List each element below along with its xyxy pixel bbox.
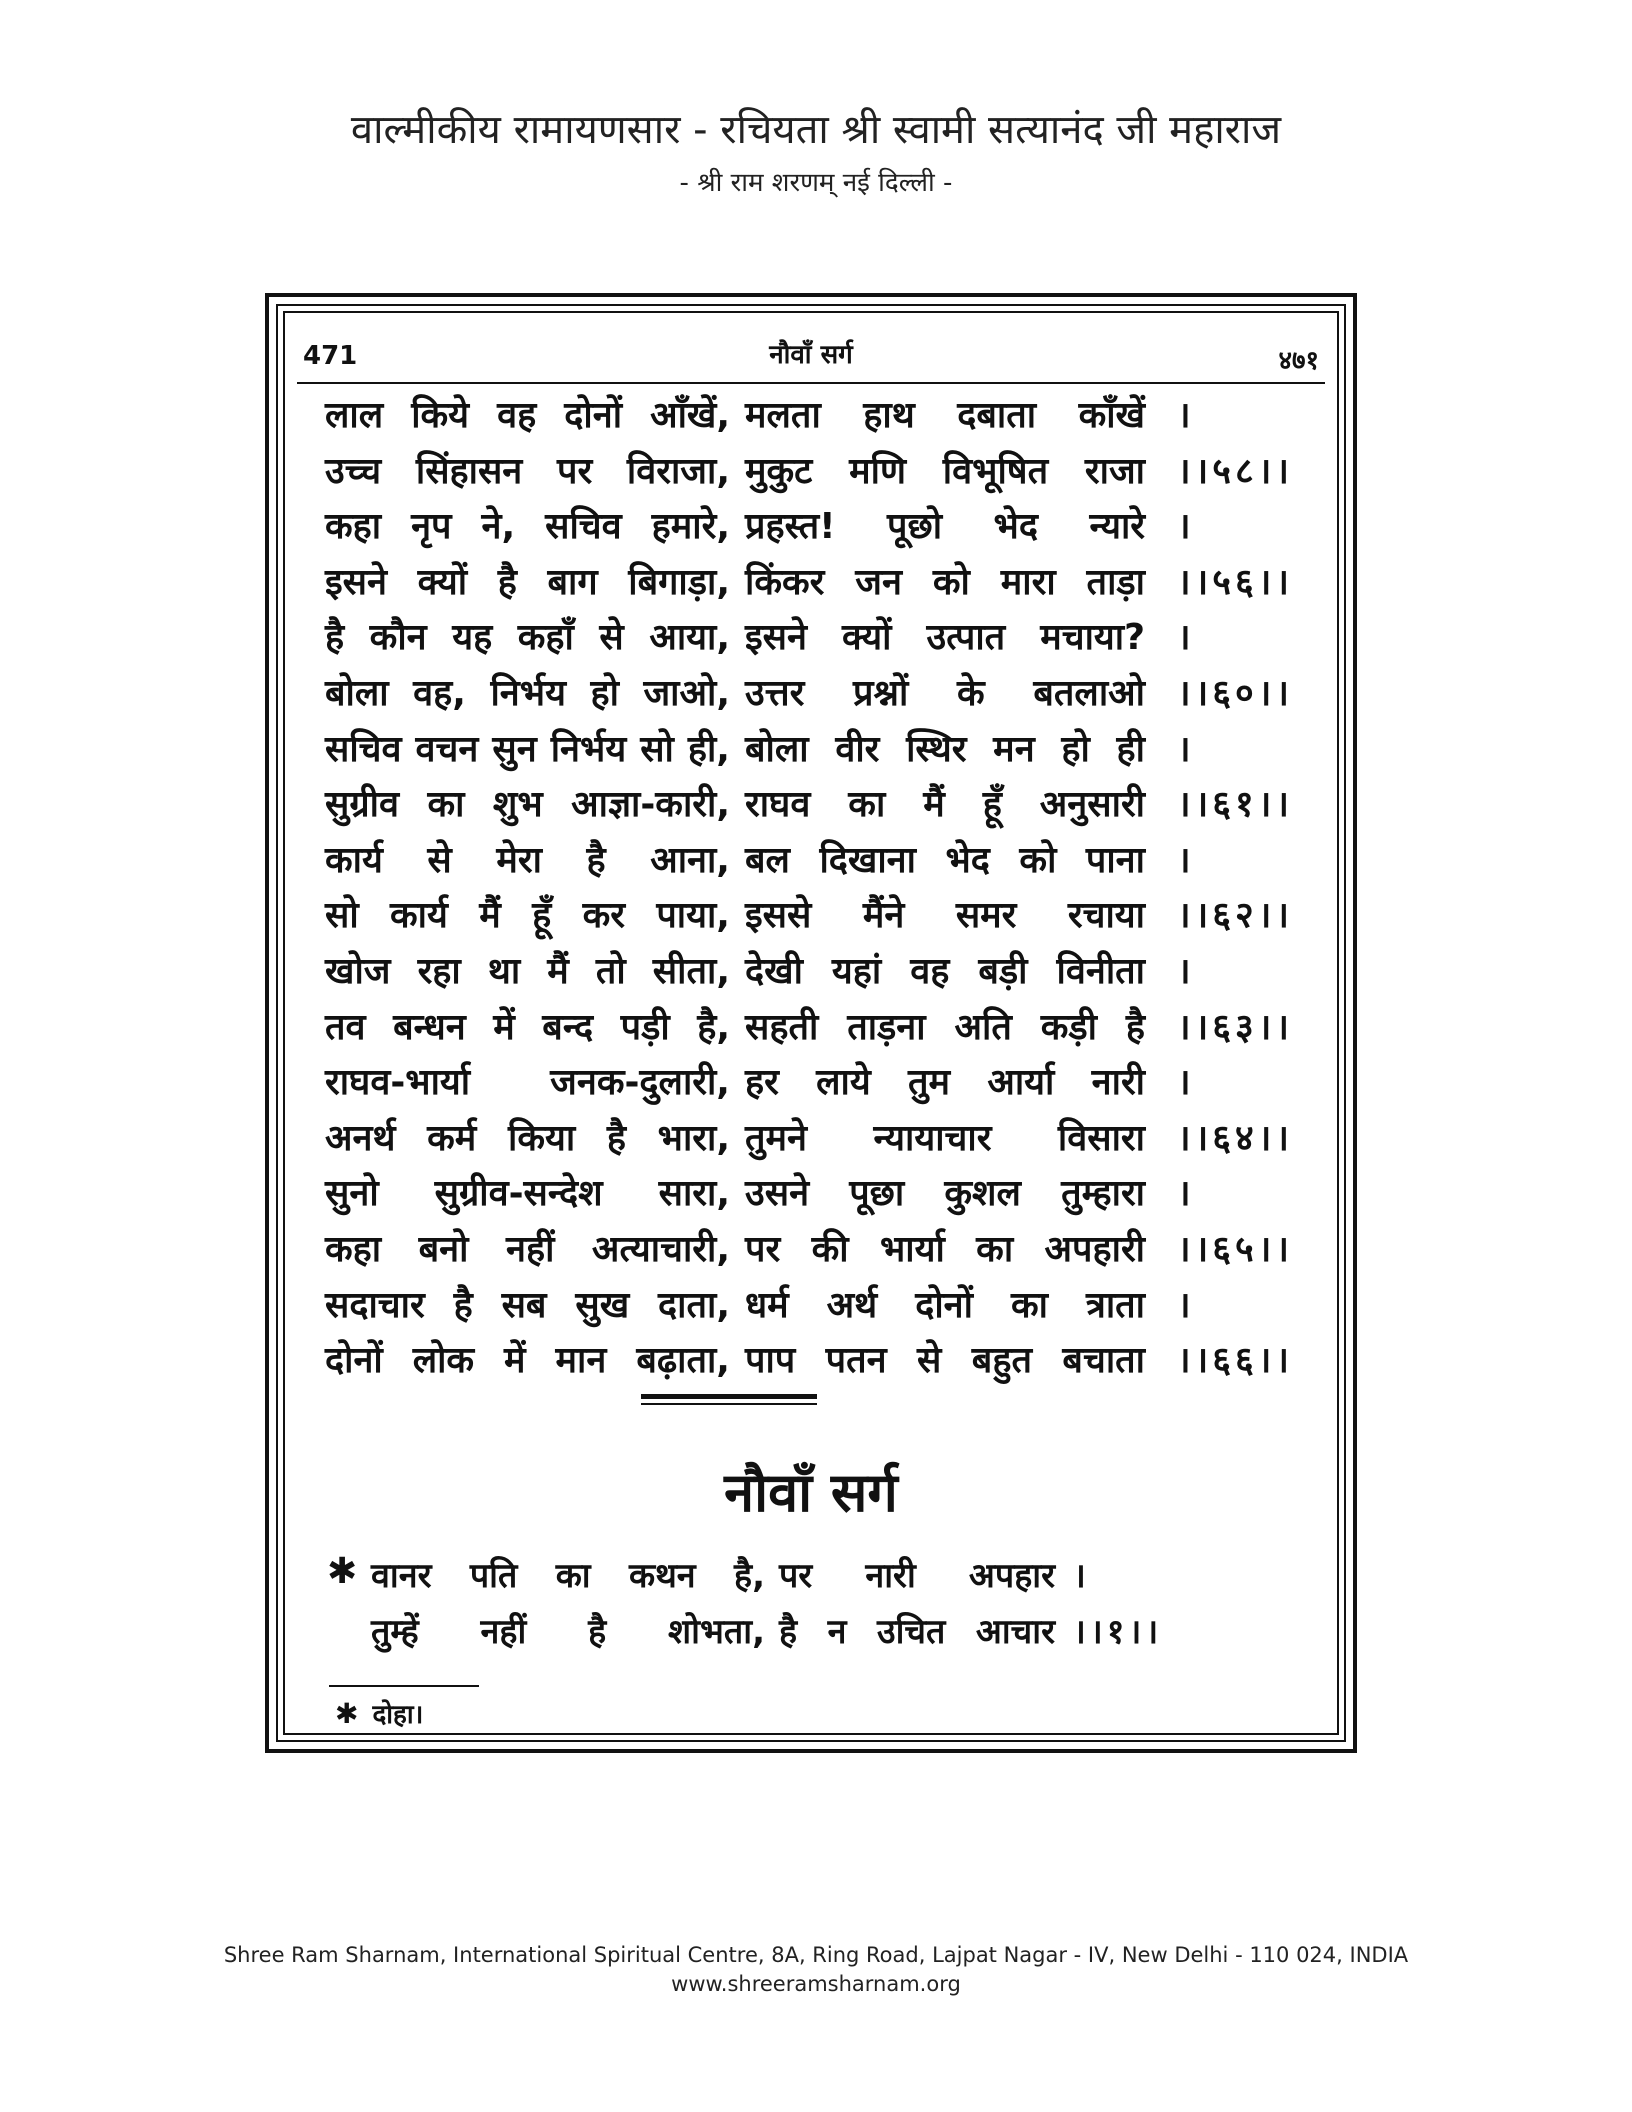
verse-first-half: सो कार्य मैं हूँ कर पाया,	[325, 895, 730, 937]
verse-second-half: धर्म अर्थ दोनों का त्राता	[745, 1284, 1145, 1326]
verse-line	[325, 1001, 1335, 1057]
verse-line	[325, 945, 1335, 1001]
verse-number: ।	[1177, 617, 1195, 659]
verse-second-half: देखी यहां वह बड़ी विनीता	[745, 950, 1145, 992]
document-subtitle: - श्री राम शरणम् नई दिल्ली -	[679, 168, 953, 198]
doha-block	[327, 1551, 1167, 1663]
verse-second-half: किंकर जन को मारा ताड़ा	[745, 561, 1145, 603]
verse-number: ।	[1177, 950, 1195, 992]
page-header	[303, 341, 1319, 381]
verse-number: ।।६२।।	[1177, 895, 1294, 937]
verse-line	[325, 500, 1335, 556]
verse-line	[325, 556, 1335, 612]
verse-number: ।	[1177, 506, 1195, 548]
doha-second-half: पर नारी अपहार	[779, 1556, 1055, 1596]
verse-number: ।	[1177, 1062, 1195, 1104]
verse-second-half: उत्तर प्रश्नों के बतलाओ	[745, 672, 1145, 714]
verse-first-half: इसने क्यों है बाग बिगाड़ा,	[325, 561, 730, 603]
footnote	[335, 1695, 423, 1731]
running-head: नौवाँ सर्ग	[769, 340, 853, 370]
verse-first-half: दोनों लोक में मान बढ़ाता,	[325, 1340, 730, 1382]
verse-line	[325, 1167, 1335, 1223]
verse-first-half: अनर्थ कर्म किया है भारा,	[325, 1117, 730, 1159]
page-number-latin: 471	[303, 341, 358, 371]
verse-line	[325, 778, 1335, 834]
verse-number: ।।५६।।	[1177, 561, 1294, 603]
verse-line	[325, 389, 1335, 445]
verse-line	[325, 1112, 1335, 1168]
doha-line	[347, 1607, 1167, 1663]
doha-first-half: वानर पति का कथन है,	[371, 1556, 765, 1596]
section-divider	[641, 1394, 817, 1405]
doha-line	[327, 1551, 1167, 1607]
doha-second-half: है न उचित आचार	[779, 1612, 1055, 1652]
verse-line	[325, 723, 1335, 779]
verse-line	[325, 1279, 1335, 1335]
verse-line	[325, 1056, 1335, 1112]
verse-first-half: सुग्रीव का शुभ आज्ञा-कारी,	[325, 784, 730, 826]
verse-number: ।।६६।।	[1177, 1340, 1294, 1382]
document-title: वाल्मीकीय रामायणसार - रचियता श्री स्वामी सत्यानंद जी महाराज	[350, 107, 1282, 153]
verse-first-half: है कौन यह कहाँ से आया,	[325, 617, 730, 659]
verse-number: ।।६३।।	[1177, 1006, 1294, 1048]
verse-second-half: तुमने न्यायाचार विसारा	[745, 1117, 1145, 1159]
verse-number: ।	[1177, 1173, 1195, 1215]
asterisk-icon: ✱	[327, 1551, 358, 1592]
verse-second-half: मुकुट मणि विभूषित राजा	[745, 450, 1145, 492]
verse-number: ।।६४।।	[1177, 1117, 1294, 1159]
verse-first-half: सचिव वचन सुन निर्भय सो ही,	[325, 728, 730, 770]
page-frame-inner	[276, 304, 1346, 1742]
doha-number: ।	[1073, 1556, 1090, 1596]
verse-block	[325, 389, 1335, 1390]
verse-second-half: इससे मैंने समर रचाया	[745, 895, 1145, 937]
page-number-devanagari: ४७१	[1278, 346, 1319, 376]
footer-address: Shree Ram Sharnam, International Spiritual Centre, 8A, Ring Road, Lajpat Nagar - IV, New Delhi - 110 024, INDIA	[223, 1943, 1409, 1967]
verse-first-half: खोज रहा था मैं तो सीता,	[325, 950, 730, 992]
verse-second-half: हर लाये तुम आर्या नारी	[745, 1062, 1145, 1104]
verse-second-half: इसने क्यों उत्पात मचाया?	[745, 617, 1145, 659]
verse-second-half: राघव का मैं हूँ अनुसारी	[745, 784, 1145, 826]
verse-line	[325, 611, 1335, 667]
verse-line	[325, 445, 1335, 501]
header-rule	[297, 382, 1325, 384]
page-frame	[265, 293, 1357, 1753]
verse-second-half: सहती ताड़ना अति कड़ी है	[745, 1006, 1145, 1048]
page-frame-inner-border	[283, 311, 1339, 1735]
verse-number: ।।५८।।	[1177, 450, 1294, 492]
verse-number: ।।६५।।	[1177, 1228, 1294, 1270]
doha-first-half: तुम्हें नहीं है शोभता,	[371, 1612, 765, 1652]
verse-second-half: पर की भार्या का अपहारी	[745, 1228, 1145, 1270]
verse-second-half: उसने पूछा कुशल तुम्हारा	[745, 1173, 1145, 1215]
verse-second-half: पाप पतन से बहुत बचाता	[745, 1340, 1145, 1382]
verse-first-half: लाल किये वह दोनों आँखें,	[325, 395, 730, 436]
verse-number: ।	[1177, 839, 1195, 881]
verse-line	[325, 1334, 1335, 1390]
verse-second-half: मलता हाथ दबाता काँखें	[745, 395, 1145, 436]
verse-number: ।	[1177, 1284, 1195, 1326]
footnote-text: दोहा।	[372, 1700, 424, 1730]
verse-first-half: कहा नृप ने, सचिव हमारे,	[325, 506, 730, 548]
doha-number: ।।१।।	[1073, 1612, 1163, 1652]
verse-second-half: बोला वीर स्थिर मन हो ही	[745, 728, 1145, 770]
verse-first-half: कहा बनो नहीं अत्याचारी,	[325, 1228, 730, 1270]
verse-first-half: राघव-भार्या जनक-दुलारी,	[325, 1062, 730, 1104]
sarga-heading: नौवाँ सर्ग	[724, 1461, 898, 1524]
verse-number: ।	[1177, 395, 1195, 436]
asterisk-icon: ✱	[335, 1697, 359, 1730]
footnote-rule	[329, 1685, 479, 1687]
verse-line	[325, 834, 1335, 890]
verse-first-half: कार्य से मेरा है आना,	[325, 839, 730, 881]
verse-first-half: उच्च सिंहासन पर विराजा,	[325, 450, 730, 492]
verse-number: ।	[1177, 728, 1195, 770]
verse-number: ।।६०।।	[1177, 672, 1294, 714]
verse-second-half: प्रहस्त! पूछो भेद न्यारे	[745, 506, 1145, 548]
verse-line	[325, 667, 1335, 723]
verse-first-half: सुनो सुग्रीव-सन्देश सारा,	[325, 1173, 730, 1215]
footer-website: www.shreeramsharnam.org	[671, 1972, 961, 1996]
verse-first-half: बोला वह, निर्भय हो जाओ,	[325, 672, 730, 714]
verse-number: ।।६१।।	[1177, 784, 1294, 826]
verse-line	[325, 1223, 1335, 1279]
verse-first-half: तव बन्धन में बन्द पड़ी है,	[325, 1006, 730, 1048]
verse-line	[325, 889, 1335, 945]
verse-first-half: सदाचार है सब सुख दाता,	[325, 1284, 730, 1326]
verse-second-half: बल दिखाना भेद को पाना	[745, 839, 1145, 881]
